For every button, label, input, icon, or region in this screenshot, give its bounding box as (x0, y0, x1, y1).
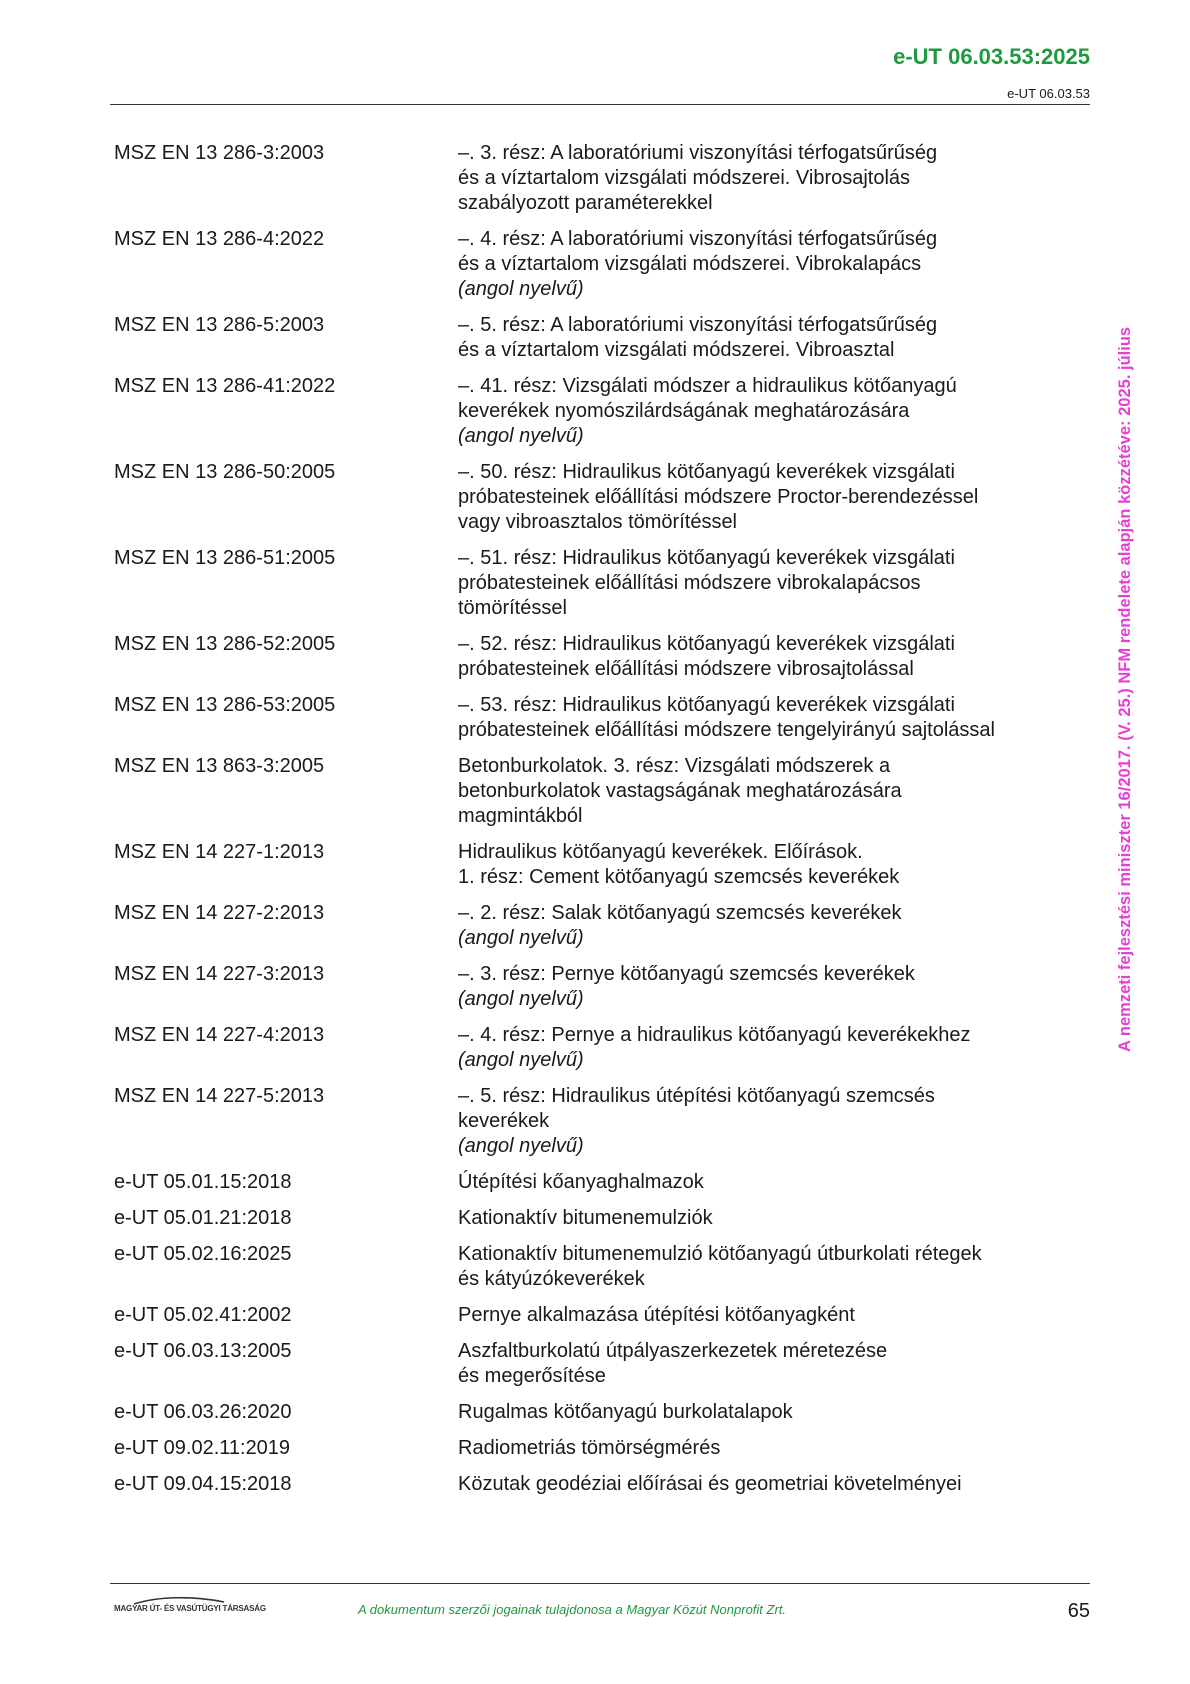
standard-code: MSZ EN 14 227-5:2013 (114, 1085, 325, 1107)
table-row (114, 1400, 1064, 1425)
table-row (114, 1206, 1064, 1231)
description-line: szabályozott paraméterekkel (458, 192, 713, 214)
standard-code: e-UT 09.04.15:2018 (114, 1473, 292, 1495)
standard-description (458, 901, 1064, 951)
standard-description (458, 1472, 1064, 1497)
standard-description (458, 313, 1064, 363)
table-row (114, 546, 1064, 621)
standards-reference-table (114, 141, 1064, 1508)
standard-code: MSZ EN 13 286-5:2003 (114, 314, 325, 336)
standard-description (458, 1206, 1064, 1231)
language-note: (angol nyelvű) (458, 425, 584, 447)
table-row (114, 1023, 1064, 1073)
description-line: próbatesteinek előállítási módszere vibrokalapácsos (458, 572, 921, 594)
table-row (114, 632, 1064, 682)
society-logo (114, 1596, 264, 1618)
standard-description (458, 1303, 1064, 1328)
standard-code: MSZ EN 14 227-1:2013 (114, 841, 325, 863)
description-line: Hidraulikus kötőanyagú keverékek. Előírások. (458, 841, 863, 863)
description-line: Betonburkolatok. 3. rész: Vizsgálati módszerek a (458, 755, 891, 777)
description-line: –. 52. rész: Hidraulikus kötőanyagú keverékek vizsgálati (458, 633, 955, 655)
description-line: 1. rész: Cement kötőanyagú szemcsés keverékek (458, 866, 900, 888)
description-line: –. 2. rész: Salak kötőanyagú szemcsés keverékek (458, 902, 902, 924)
table-row (114, 227, 1064, 302)
table-row (114, 1472, 1064, 1497)
description-line: és kátyúzókeverékek (458, 1268, 645, 1290)
description-line: betonburkolatok vastagságának meghatározására (458, 780, 902, 802)
description-line: Közutak geodéziai előírásai és geometriai követelményei (458, 1473, 962, 1495)
standard-code: MSZ EN 13 286-50:2005 (114, 461, 336, 483)
description-line: tömörítéssel (458, 597, 567, 619)
standard-code: MSZ EN 13 863-3:2005 (114, 755, 325, 777)
description-line: és megerősítése (458, 1365, 606, 1387)
standard-description (458, 1084, 1064, 1159)
logo-text: MAGYAR ÚT- ÉS VASÚTÜGYI TÁRSASÁG (114, 1604, 266, 1613)
copyright-notice: A dokumentum szerzői jogainak tulajdonosa a Magyar Közút Nonprofit Zrt. (358, 1602, 787, 1617)
standard-description (458, 632, 1064, 682)
standard-description (458, 1023, 1064, 1073)
table-row (114, 1084, 1064, 1159)
standard-description (458, 227, 1064, 302)
standard-code: MSZ EN 13 286-52:2005 (114, 633, 336, 655)
table-row (114, 962, 1064, 1012)
header-divider (110, 104, 1090, 105)
table-row (114, 1242, 1064, 1292)
table-row (114, 1436, 1064, 1461)
page-number: 65 (1067, 1600, 1090, 1622)
description-line: –. 5. rész: A laboratóriumi viszonyítási térfogatsűrűség (458, 314, 938, 336)
description-line: keverékek nyomószilárdságának meghatározására (458, 400, 910, 422)
language-note: (angol nyelvű) (458, 1049, 584, 1071)
description-line: keverékek (458, 1110, 550, 1132)
table-row (114, 313, 1064, 363)
description-line: és a víztartalom vizsgálati módszerei. Vibroasztal (458, 339, 895, 361)
standard-description (458, 1436, 1064, 1461)
table-row (114, 460, 1064, 535)
standard-code: e-UT 05.02.41:2002 (114, 1304, 292, 1326)
standard-code: e-UT 06.03.26:2020 (114, 1401, 292, 1423)
standard-description (458, 962, 1064, 1012)
description-line: –. 41. rész: Vizsgálati módszer a hidraulikus kötőanyagú (458, 375, 957, 397)
description-line: –. 3. rész: Pernye kötőanyagú szemcsés keverékek (458, 963, 915, 985)
description-line: Útépítési kőanyaghalmazok (458, 1171, 704, 1193)
description-line: próbatesteinek előállítási módszere tengelyirányú sajtolással (458, 719, 995, 741)
table-row (114, 1339, 1064, 1389)
description-line: Aszfaltburkolatú útpályaszerkezetek méretezése (458, 1340, 888, 1362)
standard-code: MSZ EN 13 286-51:2005 (114, 547, 336, 569)
table-row (114, 754, 1064, 829)
table-row (114, 141, 1064, 216)
standard-code: e-UT 05.02.16:2025 (114, 1243, 292, 1265)
language-note: (angol nyelvű) (458, 988, 584, 1010)
table-row (114, 1170, 1064, 1195)
description-line: vagy vibroasztalos tömörítéssel (458, 511, 738, 533)
standard-code: MSZ EN 13 286-4:2022 (114, 228, 325, 250)
table-row (114, 693, 1064, 743)
description-line: –. 3. rész: A laboratóriumi viszonyítási térfogatsűrűség (458, 142, 938, 164)
table-row (114, 901, 1064, 951)
description-line: Kationaktív bitumenemulziók (458, 1207, 713, 1229)
standard-description (458, 1400, 1064, 1425)
description-line: Pernye alkalmazása útépítési kötőanyagként (458, 1304, 855, 1326)
table-row (114, 840, 1064, 890)
standard-code: e-UT 09.02.11:2019 (114, 1437, 291, 1459)
standard-description (458, 1170, 1064, 1195)
description-line: és a víztartalom vizsgálati módszerei. Vibrosajtolás (458, 167, 911, 189)
table-row (114, 1303, 1064, 1328)
language-note: (angol nyelvű) (458, 278, 584, 300)
standard-description (458, 754, 1064, 829)
standard-description (458, 460, 1064, 535)
description-line: Radiometriás tömörségmérés (458, 1437, 721, 1459)
document-subcode: e-UT 06.03.53 (1007, 86, 1090, 101)
standard-description (458, 546, 1064, 621)
standard-description (458, 693, 1064, 743)
description-line: –. 4. rész: A laboratóriumi viszonyítási térfogatsűrűség (458, 228, 938, 250)
description-line: –. 50. rész: Hidraulikus kötőanyagú keverékek vizsgálati (458, 461, 955, 483)
standard-code: MSZ EN 14 227-3:2013 (114, 963, 325, 985)
publication-side-note: A nemzeti fejlesztési miniszter 16/2017. (V. 25.) NFM rendelete alapján közzétéve: 2025. július (1116, 326, 1134, 1052)
standard-code: e-UT 06.03.13:2005 (114, 1340, 292, 1362)
standard-description (458, 141, 1064, 216)
standard-code: MSZ EN 14 227-4:2013 (114, 1024, 325, 1046)
language-note: (angol nyelvű) (458, 927, 584, 949)
document-code: e-UT 06.03.53:2025 (893, 44, 1090, 69)
standard-code: MSZ EN 13 286-53:2005 (114, 694, 336, 716)
description-line: Rugalmas kötőanyagú burkolatalapok (458, 1401, 793, 1423)
table-row (114, 374, 1064, 449)
description-line: –. 5. rész: Hidraulikus útépítési kötőanyagú szemcsés (458, 1085, 935, 1107)
standard-description (458, 1339, 1064, 1389)
standard-code: MSZ EN 14 227-2:2013 (114, 902, 325, 924)
standard-code: e-UT 05.01.21:2018 (114, 1207, 292, 1229)
footer-divider (110, 1583, 1090, 1584)
description-line: próbatesteinek előállítási módszere vibrosajtolással (458, 658, 914, 680)
standard-description (458, 1242, 1064, 1292)
description-line: magmintákból (458, 805, 583, 827)
description-line: próbatesteinek előállítási módszere Proctor-berendezéssel (458, 486, 979, 508)
standard-code: e-UT 05.01.15:2018 (114, 1171, 292, 1193)
language-note: (angol nyelvű) (458, 1135, 584, 1157)
standard-code: MSZ EN 13 286-41:2022 (114, 375, 336, 397)
description-line: Kationaktív bitumenemulzió kötőanyagú útburkolati rétegek (458, 1243, 982, 1265)
standard-description (458, 374, 1064, 449)
description-line: –. 51. rész: Hidraulikus kötőanyagú keverékek vizsgálati (458, 547, 955, 569)
description-line: –. 4. rész: Pernye a hidraulikus kötőanyagú keverékekhez (458, 1024, 971, 1046)
standard-description (458, 840, 1064, 890)
description-line: –. 53. rész: Hidraulikus kötőanyagú keverékek vizsgálati (458, 694, 955, 716)
standard-code: MSZ EN 13 286-3:2003 (114, 142, 325, 164)
description-line: és a víztartalom vizsgálati módszerei. Vibrokalapács (458, 253, 922, 275)
